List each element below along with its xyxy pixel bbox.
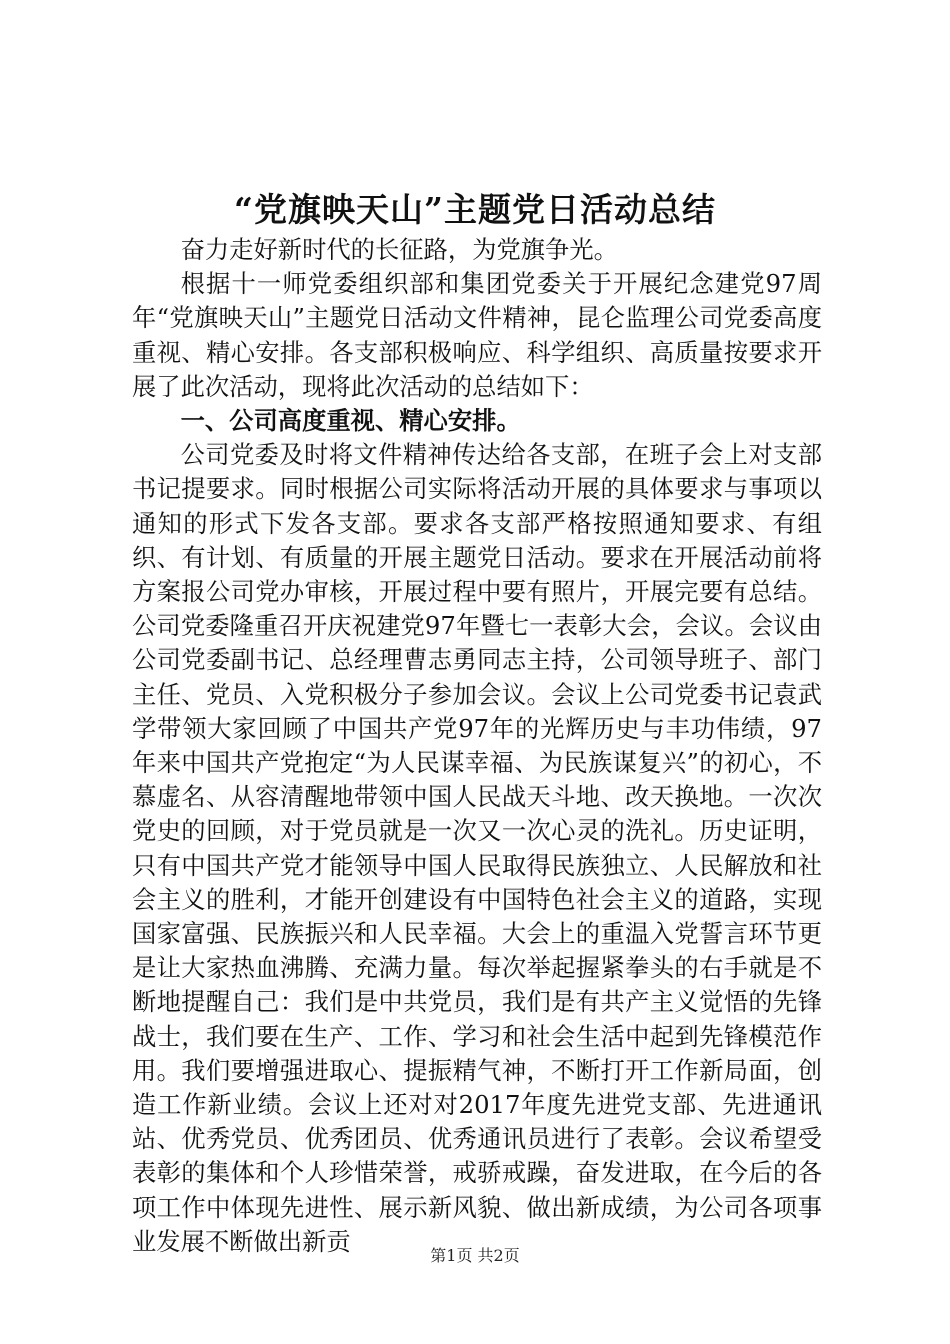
section-heading: 一、公司高度重视、精心安排。 xyxy=(180,406,521,436)
document-body xyxy=(132,233,822,1259)
paragraph-body: 公司党委及时将文件精神传达给各支部，在班子会上对支部书记提要求。同时根据公司实际将活动开展的具体要求与事项以通知的形式下发各支部。要求各支部严格按照通知要求、有组织、有计划、有质量的开展主题党日活动。要求在开展活动前将方案报公司党办审核，开展过程中要有照片，开展完要有总结。公司党委隆重召开庆祝建党97年暨七一表彰大会，会议。会议由公司党委副书记、总经理曹志勇同志主持，公司领导班子、部门主任、党员、入党积极分子参加会议。会议上公司党委书记袁武学带领大家回顾了中国共产党97年的光辉历史与丰功伟绩，97年来中国共产党抱定“为人民谋幸福、为民族谋复兴”的初心，不慕虚名、从容清醒地带领中国人民战天斗地、改天换地。一次次党史的回顾，对于党员就是一次又一次心灵的洗礼。历史证明，只有中国共产党才能领导中国人民取得民族独立、人民解放和社会主义的胜利，才能开创建设有中国特色社会主义的道路，实现国家富强、民族振兴和人民幸福。大会上的重温入党誓言环节更是让大家热血沸腾、充满力量。每次举起握紧拳头的右手就是不断地提醒自己：我们是中共党员，我们是有共产主义觉悟的先锋战士，我们要在生产、工作、学习和社会生活中起到先锋模范作用。我们要增强进取心、提振精气神，不断打开工作新局面，创造工作新业绩。会议上还对对2017年度先进党支部、先进通讯站、优秀党员、优秀团员、优秀通讯员进行了表彰。会议希望受表彰的集体和个人珍惜荣誉，戒骄戒躁，奋发进取，在今后的各项工作中体现先进性、展示新风貌、做出新成绩，为公司各项事业发展不断做出新贡 xyxy=(132,440,822,1256)
document-title: “党旗映天山”主题党日活动总结 xyxy=(234,190,716,229)
intro-line: 奋力走好新时代的长征路，为党旗争光。 xyxy=(180,235,618,264)
page-footer: 第1页 共2页 xyxy=(430,1246,520,1265)
paragraph-intro: 根据十一师党委组织部和集团党委关于开展纪念建党97周年“党旗映天山”主题党日活动文件精神，昆仑监理公司党委高度重视、精心安排。各支部积极响应、科学组织、高质量按要求开展了此次活动，现将此次活动的总结如下： xyxy=(132,269,822,401)
